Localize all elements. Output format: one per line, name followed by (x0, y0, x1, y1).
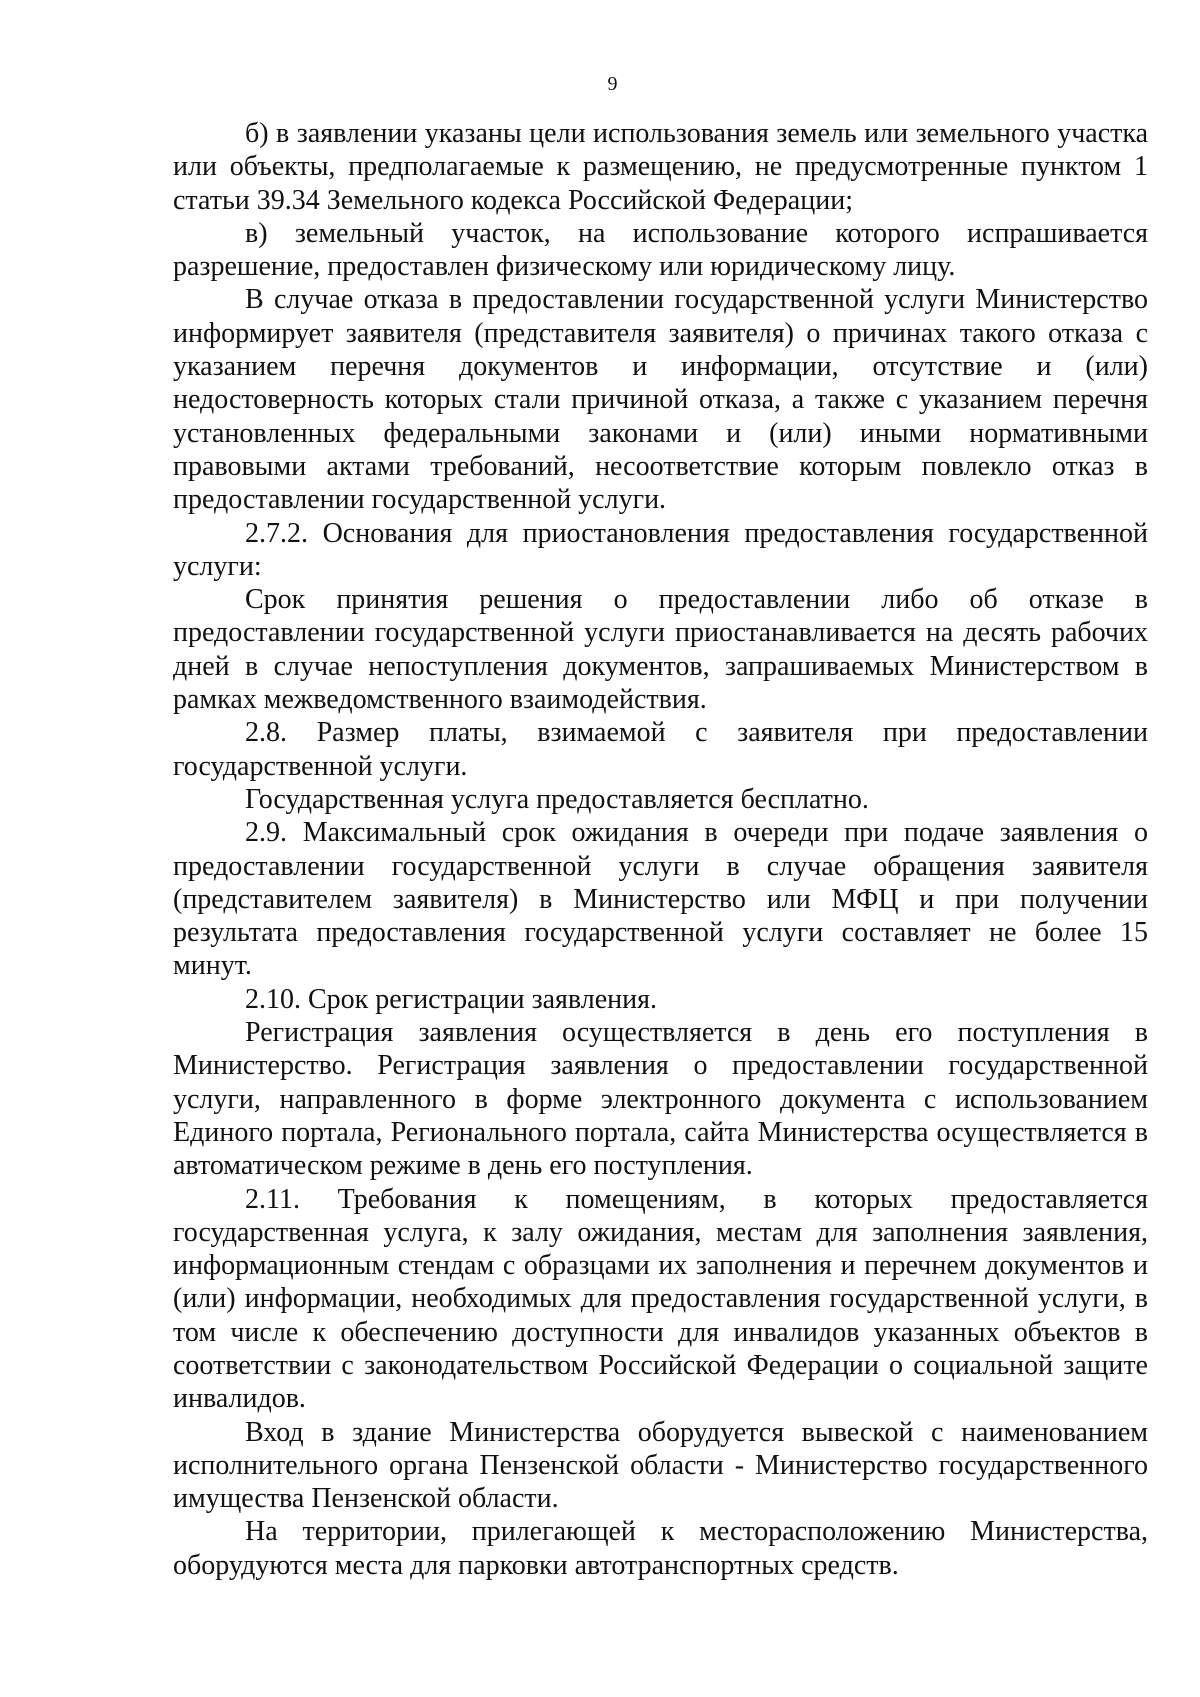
section-heading-2-10: 2.10. Срок регистрации заявления. (245, 983, 658, 1015)
section-heading-2-11: 2.11. Требования к помещениям, в которых предоставляется государственная услуга, к залу ожидания, местам для заполнения заявления, информационным стендам с образцами их заполнения и перечнем документов и (или) информации, необходимых для предоставления государственной услуги, в том числе к обеспечению доступности для инвалидов указанных объектов в соответствии с законодательством Российской Федерации о социальной защите инвалидов. (173, 1183, 1148, 1415)
document-body (173, 117, 1148, 1582)
paragraph-parking: На территории, прилегающей к месторасположению Министерства, оборудуются места для парковки автотранспортных средств. (173, 1516, 1148, 1581)
paragraph-refusal-notice: В случае отказа в предоставлении государственной услуги Министерство информирует заявителя (представителя заявителя) о причинах такого отказа с указанием перечня документов и информации, отсутствие и (или) недостоверность которых стали причиной отказа, а также с указанием перечня установленных федеральными законами и (или) иными нормативными правовыми актами требований, несоответствие которым повлекло отказ в предоставлении государственной услуги. (173, 284, 1148, 516)
paragraph-b-item: б) в заявлении указаны цели использования земель или земельного участка или объекты, предполагаемые к размещению, не предусмотренные пунктом 1 статьи 39.34 Земельного кодекса Российской Федерации; (173, 118, 1148, 216)
paragraph-suspension-term: Срок принятия решения о предоставлении либо об отказе в предоставлении государственной услуги приостанавливается на десять рабочих дней в случае непоступления документов, запрашиваемых Министерством в рамках межведомственного взаимодействия. (173, 584, 1148, 716)
paragraph-free-service: Государственная услуга предоставляется бесплатно. (245, 783, 869, 815)
section-heading-2-9: 2.9. Максимальный срок ожидания в очереди при подаче заявления о предоставлении государственной услуги в случае обращения заявителя (представителем заявителя) в Министерство или МФЦ и при получении результата предоставления государственной услуги составляет не более 15 минут. (173, 817, 1148, 982)
section-heading-2-8: 2.8. Размер платы, взимаемой с заявителя при предоставлении государственной услуги. (173, 717, 1148, 782)
paragraph-entrance-sign: Вход в здание Министерства оборудуется вывеской с наименованием исполнительного органа Пензенской области - Министерство государственного имущества Пензенской области. (173, 1416, 1148, 1515)
page-number: 9 (607, 73, 618, 95)
section-heading-2-7-2: 2.7.2. Основания для приостановления предоставления государственной услуги: (173, 517, 1148, 582)
paragraph-v-item: в) земельный участок, на использование которого испрашивается разрешение, предоставлен физическому или юридическому лицу. (173, 217, 1148, 283)
paragraph-registration: Регистрация заявления осуществляется в день его поступления в Министерство. Регистрация заявления о предоставлении государственной услуги, направленного в форме электронного документа с использованием Единого портала, Регионального портала, сайта Министерства осуществляется в автоматическом режиме в день его поступления. (173, 1017, 1148, 1182)
